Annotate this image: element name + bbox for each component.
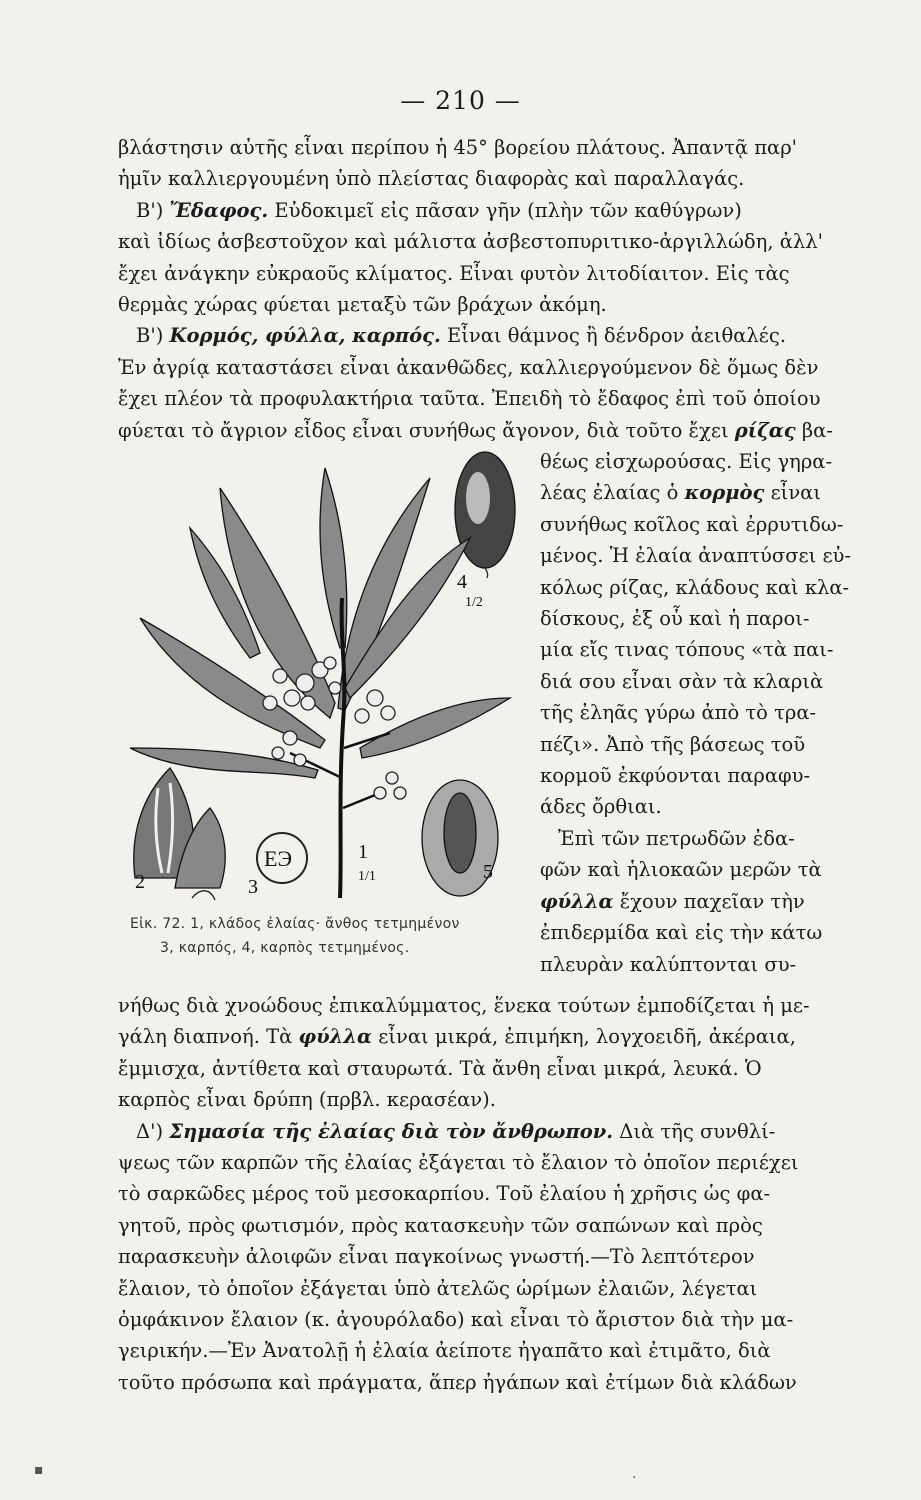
text-line: ἔχει πλέον τὰ προφυλακτήρια ταῦτα. Ἐπειδὴ τὸ ἔδαφος ἐπὶ τοῦ ὁποίου	[118, 387, 821, 411]
text-line	[118, 1273, 878, 1304]
text-fragment: πλευρὰν καλύπτονται συ-	[540, 952, 797, 976]
text-fragment: κορμοῦ ἐκφύονται παραφυ-	[540, 764, 811, 788]
text-fragment: ἐπιδερμίδα καὶ εἰς τὴν κάτω	[540, 921, 823, 945]
label-one-fraction: 1/1	[358, 869, 376, 884]
text-fragment: ὀμφάκινον ἔλαιον (κ. ἀγουρόλαδο) καὶ εἶναι τὸ ἄριστον διὰ τὴν μα-	[118, 1308, 794, 1332]
text-fragment: ἔλαιον, τὸ ὁποῖον ἐξάγεται ὑπὸ ἀτελῶς ὡρίμων ἐλαιῶν, λέγεται	[118, 1276, 758, 1300]
text-line	[540, 572, 878, 603]
label-two: 2	[135, 871, 145, 893]
caption-line: 3, καρπός, 4, καρπὸς τετμημένος.	[160, 940, 410, 956]
text-fragment: εἶναι	[764, 481, 821, 505]
text-line	[540, 886, 878, 917]
branch-stem-drawing	[340, 598, 344, 898]
text-line	[118, 1210, 878, 1241]
text-fragment: μένος. Ἡ ἐλαία ἀναπτύσσει εὐ-	[540, 544, 852, 568]
top-text	[118, 132, 878, 446]
label-one: 1	[358, 841, 368, 863]
text-fragment: Δ')	[136, 1119, 170, 1143]
bold-term: Σημασία τῆς ἐλαίας διὰ τὸν ἄνθρωπον.	[169, 1119, 614, 1143]
text-fragment: βα-	[795, 418, 833, 442]
leaves-drawing	[130, 468, 510, 778]
text-line	[540, 791, 878, 822]
scan-speck: ·	[632, 1470, 637, 1486]
text-line	[118, 1367, 878, 1398]
text-line	[540, 823, 878, 854]
text-line	[540, 603, 878, 634]
text-line: καὶ ἰδίως ἀσβεστοῦχον καὶ μάλιστα ἀσβεστοπυριτικο-ἀργιλλώδη, ἀλλ'	[118, 230, 823, 254]
bold-term: φύλλα	[298, 1025, 373, 1049]
text-line	[118, 1116, 878, 1147]
text-line: Εἶναι θάμνος ἢ δένδρον ἀειθαλές.	[440, 324, 787, 348]
text-line	[118, 1084, 878, 1115]
text-fragment: άδες ὄρθιαι.	[540, 795, 662, 819]
text-fragment: νήθως διὰ χνοώδους ἐπικαλύμματος, ἕνεκα τούτων ἐμποδίζεται ἡ με-	[118, 994, 810, 1017]
text-fragment: λέας ἐλαίας ὁ	[540, 481, 685, 505]
bottom-text	[118, 990, 878, 1398]
olive-branch-illustration	[130, 448, 530, 908]
text-fragment: παρασκευὴν ἀλοιφῶν εἶναι παγκοίνως γνωστή.—Τὸ λεπτότερον	[118, 1245, 755, 1269]
bold-term: κορμὸς	[684, 481, 765, 505]
text-fragment: φύεται τὸ ἄγριον εἶδος εἶναι συνήθως ἄγονον, διὰ τοῦτο ἔχει	[118, 418, 735, 442]
text-line	[540, 854, 878, 885]
section-prefix: Β')	[136, 198, 170, 222]
text-line: ἔχει ἀνάγκην εὐκραοῦς κλίματος. Εἶναι φυτὸν λιτοδίαιτον. Εἰς τὰς	[118, 261, 790, 285]
text-line	[118, 415, 878, 446]
text-line	[540, 760, 878, 791]
page-number: — 210 —	[400, 86, 521, 115]
figure-caption	[130, 912, 540, 960]
stamp-label: ΕЭ	[264, 846, 292, 871]
text-fragment: καρπὸς εἶναι δρύπη (πρβλ. κερασέαν).	[118, 1088, 496, 1112]
text-fragment: συνήθως κοῖλος καὶ ἐρρυτιδω-	[540, 512, 844, 536]
section-heading: Κορμός, φύλλα, καρπός.	[169, 324, 441, 348]
text-line	[540, 477, 878, 508]
wrap-text	[540, 446, 878, 980]
bold-term: ρίζας	[734, 418, 796, 442]
text-line	[118, 1021, 878, 1052]
flower-section-drawing	[134, 768, 225, 900]
text-fragment: Ἐπὶ τῶν πετρωδῶν ἐδα-	[558, 826, 795, 850]
text-line	[540, 540, 878, 571]
scan-speck: ▪	[34, 1462, 44, 1478]
text-fragment: ἔμμισχα, ἀντίθετα καὶ σταυρωτά. Τὰ ἄνθη εἶναι μικρά, λευκά. Ὁ	[118, 1056, 762, 1080]
text-fragment: δίσκους, ἐξ οὗ καὶ ἡ παροι-	[540, 607, 810, 631]
section-prefix: Β')	[136, 324, 170, 348]
text-line: βλάστησιν αὐτῆς εἶναι περίπου ἡ 45° βορείου πλάτους. Ἀπαντᾷ παρ'	[118, 136, 798, 159]
section-kormos	[118, 320, 878, 351]
text-fragment: τὸ σαρκῶδες μέρος τοῦ μεσοκαρπίου. Τοῦ ἐλαίου ἡ χρῆσις ὡς φα-	[118, 1182, 771, 1206]
text-line	[540, 446, 878, 477]
text-line: Ἐν ἀγρίᾳ καταστάσει εἶναι ἀκανθῶδες, καλλιεργούμενον δὲ ὅμως δὲν	[118, 355, 819, 379]
text-line: ἡμῖν καλλιεργουμένη ὑπὸ πλείστας διαφορὰς καὶ παραλλαγάς.	[118, 167, 745, 191]
text-line	[540, 509, 878, 540]
label-three: 3	[248, 876, 258, 898]
text-fragment: κόλως ρίζας, κλάδους καὶ κλα-	[540, 575, 850, 599]
text-fragment: γητοῦ, πρὸς φωτισμόν, πρὸς κατασκευὴν τῶν σαπώνων καὶ πρὸς	[118, 1213, 763, 1237]
text-line: θερμὰς χώρας φύεται μεταξὺ τῶν βράχων ἀκόμη.	[118, 293, 607, 317]
label-four: 4	[457, 571, 467, 593]
text-fragment: διά σου εἶναι σὰν τὰ κλαριὰ	[540, 669, 824, 693]
caption-line: Εἰκ. 72. 1, κλάδος ἐλαίας· ἄνθος τετμημένον	[130, 916, 460, 932]
text-fragment: τῆς ἐληᾶς γύρω ἀπὸ τὸ τρα-	[540, 701, 817, 725]
text-fragment: μία εἴς τινας τόπους «τὰ παι-	[540, 638, 834, 662]
text-line	[118, 1178, 878, 1209]
text-fragment: γάλη διαπνοή. Τὰ	[118, 1025, 299, 1049]
text-fragment: ἔχουν παχεῖαν τὴν	[613, 889, 805, 913]
text-line	[540, 666, 878, 697]
text-line	[118, 1241, 878, 1272]
label-five: 5	[483, 861, 493, 883]
text-line	[540, 634, 878, 665]
text-fragment: εἶναι μικρά, ἐπιμήκη, λογχοειδῆ, ἀκέραια,	[372, 1025, 796, 1049]
olive-fruit-drawing	[455, 452, 515, 578]
text-fragment: τοῦτο πρόσωπα καὶ πράγματα, ἅπερ ἠγάπων καὶ ἐτίμων διὰ κλάδων	[118, 1370, 797, 1394]
text-fragment: ψεως τῶν καρπῶν τῆς ἐλαίας ἐξάγεται τὸ ἔλαιον τὸ ὁποῖον περιέχει	[118, 1151, 799, 1175]
text-line	[118, 1304, 878, 1335]
text-fragment: Διὰ τῆς συνθλί-	[613, 1119, 776, 1143]
text-fragment: πέζι». Ἀπὸ τῆς βάσεως τοῦ	[540, 732, 806, 756]
text-line	[540, 729, 878, 760]
section-heading: Ἔδαφος.	[169, 198, 269, 222]
text-line	[118, 1053, 878, 1084]
text-fragment: θέως εἰσχωρούσας. Εἰς γηρα-	[540, 450, 833, 473]
text-line	[118, 990, 878, 1021]
section-edafos	[118, 195, 878, 226]
text-line	[118, 1335, 878, 1366]
text-line	[118, 1147, 878, 1178]
text-line: Εὐδοκιμεῖ εἰς πᾶσαν γῆν (πλὴν τῶν καθύγρων)	[268, 198, 742, 222]
text-fragment: γειρικήν.—Ἐν Ἀνατολῇ ἡ ἐλαία ἀείποτε ἠγαπᾶτο καὶ ἐτιμᾶτο, διὰ	[118, 1339, 771, 1363]
bold-term: φύλλα	[540, 889, 614, 913]
text-line	[540, 917, 878, 948]
label-four-fraction: 1/2	[465, 595, 483, 610]
text-fragment: φῶν καὶ ἡλιοκαῶν μερῶν τὰ	[540, 858, 822, 882]
text-line	[540, 949, 878, 980]
text-line	[540, 697, 878, 728]
